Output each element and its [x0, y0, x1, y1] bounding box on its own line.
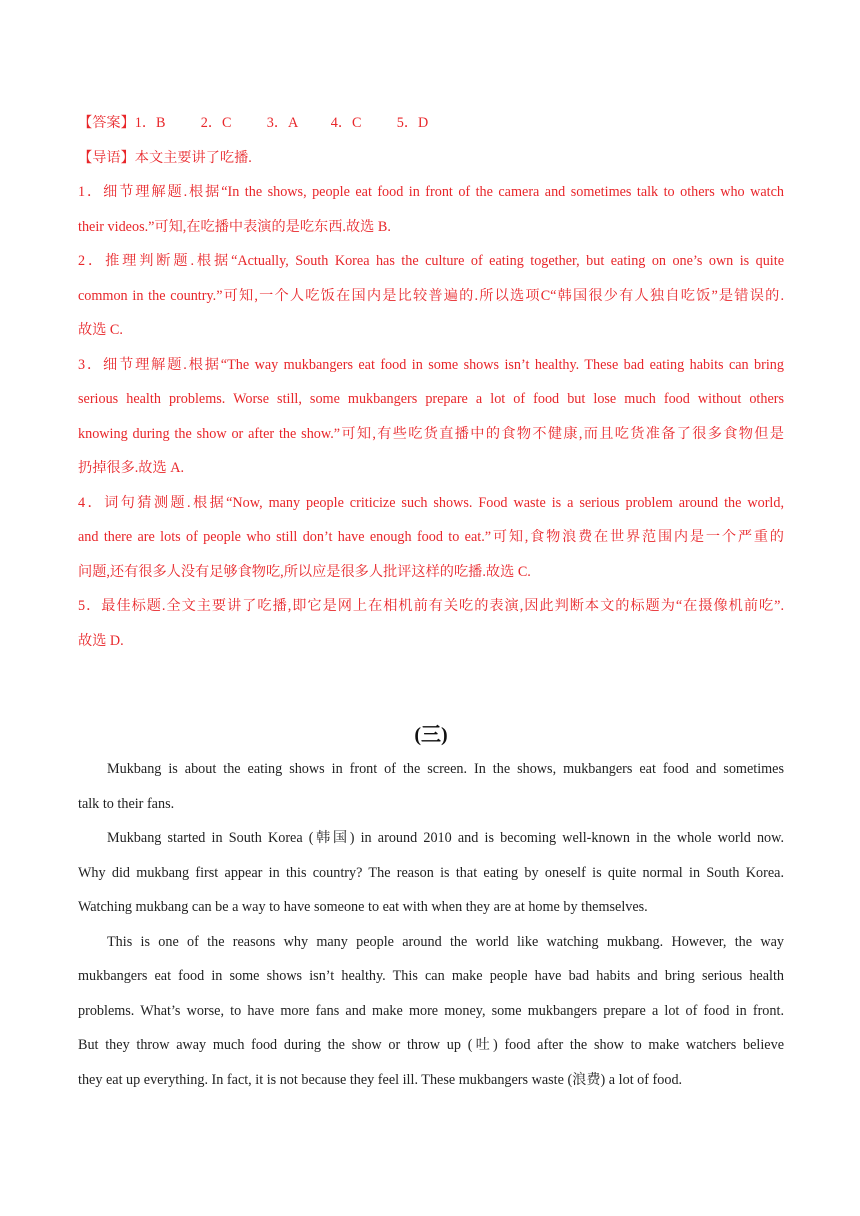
explanation-line: 问题,还有很多人没有足够食物吃,所以应是很多人批评这样的吃播.故选 C.: [78, 563, 531, 580]
passage-line: Mukbang started in South Korea (韩国) in around 2010 and is becoming well-known in the whole world now.: [107, 830, 784, 846]
guide-line: [78, 141, 784, 176]
explanation-line: 2．推理判断题.根据“Actually, South Korea has the culture of eating together, but eating on one’s own is quite: [78, 253, 784, 269]
explanation-item: [78, 175, 784, 244]
guide-label: 【导语】: [78, 149, 135, 166]
passage-paragraph: [78, 925, 784, 1098]
passage-line: But they throw away much food during the show or throw up (吐) food after the show to make watchers believe: [78, 1037, 784, 1053]
explanation-line: common in the country.”可知,一个人吃饭在国内是比较普遍的.所以选项C“韩国很少有人独自吃饭”是错误的.: [78, 287, 784, 304]
explanation-line: 5．最佳标题.全文主要讲了吃播,即它是网上在相机前有关吃的表演,因此判断本文的标题为“在摄像机前吃”.: [78, 598, 784, 614]
passage-line: Why did mukbang first appear in this country? The reason is that eating by oneself is quite normal in South Korea.: [78, 864, 784, 881]
answer-item: 4．C: [330, 115, 362, 131]
passage-line: problems. What’s worse, to have more fans and make more money, some mukbangers prepare a lot of food in front.: [78, 1002, 784, 1019]
explanation-item: [78, 486, 784, 590]
passage-line: Watching mukbang can be a way to have someone to eat with when they are at home by themselves.: [78, 899, 648, 915]
explanation-line: 4．词句猜测题.根据“Now, many people criticize such shows. Food waste is a serious problem around the world,: [78, 494, 784, 511]
document-page: [78, 106, 784, 1097]
explanation-item: [78, 244, 784, 348]
explanation-line: serious health problems. Worse still, some mukbangers prepare a lot of food but lose much food without others: [78, 391, 784, 407]
explanation-line: knowing during the show or after the show.”可知,有些吃货直播中的食物不健康,而且吃货准备了很多食物但是: [78, 425, 784, 442]
guide-text: 本文主要讲了吃播.: [134, 149, 252, 166]
explanation-item: [78, 348, 784, 486]
explanation-line: 故选 C.: [78, 322, 123, 338]
explanation-line: 故选 D.: [78, 632, 124, 649]
passage-line: they eat up everything. In fact, it is not because they feel ill. These mukbangers waste (浪费) a lot of food.: [78, 1071, 683, 1088]
answer-label: 【答案】: [78, 115, 135, 131]
explanation-item: [78, 589, 784, 658]
explanation-line: their videos.”可知,在吃播中表演的是吃东西.故选 B.: [78, 218, 391, 235]
passage-line: This is one of the reasons why many people around the world like watching mukbang. However, the way: [107, 933, 784, 950]
section-title: (三): [414, 724, 448, 746]
passage-line: talk to their fans.: [78, 795, 175, 812]
explanation-line: and there are lots of people who still don’t have enough food to eat.”可知,食物浪费在世界范围内是一个严重的: [78, 529, 784, 545]
answer-item: 2．C: [200, 115, 232, 131]
answer-item: 3．A: [266, 115, 299, 131]
passage-line: Mukbang is about the eating shows in front of the screen. In the shows, mukbangers eat food and sometimes: [107, 761, 784, 777]
passage-paragraph: [78, 752, 784, 821]
answer-item: 1．B: [134, 115, 166, 131]
answer-line: [78, 106, 784, 141]
explanation-line: 3．细节理解题.根据“The way mukbangers eat food in some shows isn’t healthy. These bad eating habits can bring: [78, 356, 784, 373]
passage-paragraph: [78, 821, 784, 925]
explanation-line: 1．细节理解题.根据“In the shows, people eat food in front of the camera and sometimes talk to others who watch: [78, 184, 784, 200]
answer-item: 5．D: [396, 115, 429, 131]
passage-line: mukbangers eat food in some shows isn’t healthy. This can make people have bad habits and bring serious health: [78, 968, 784, 984]
explanation-line: 扔掉很多.故选 A.: [78, 460, 185, 476]
